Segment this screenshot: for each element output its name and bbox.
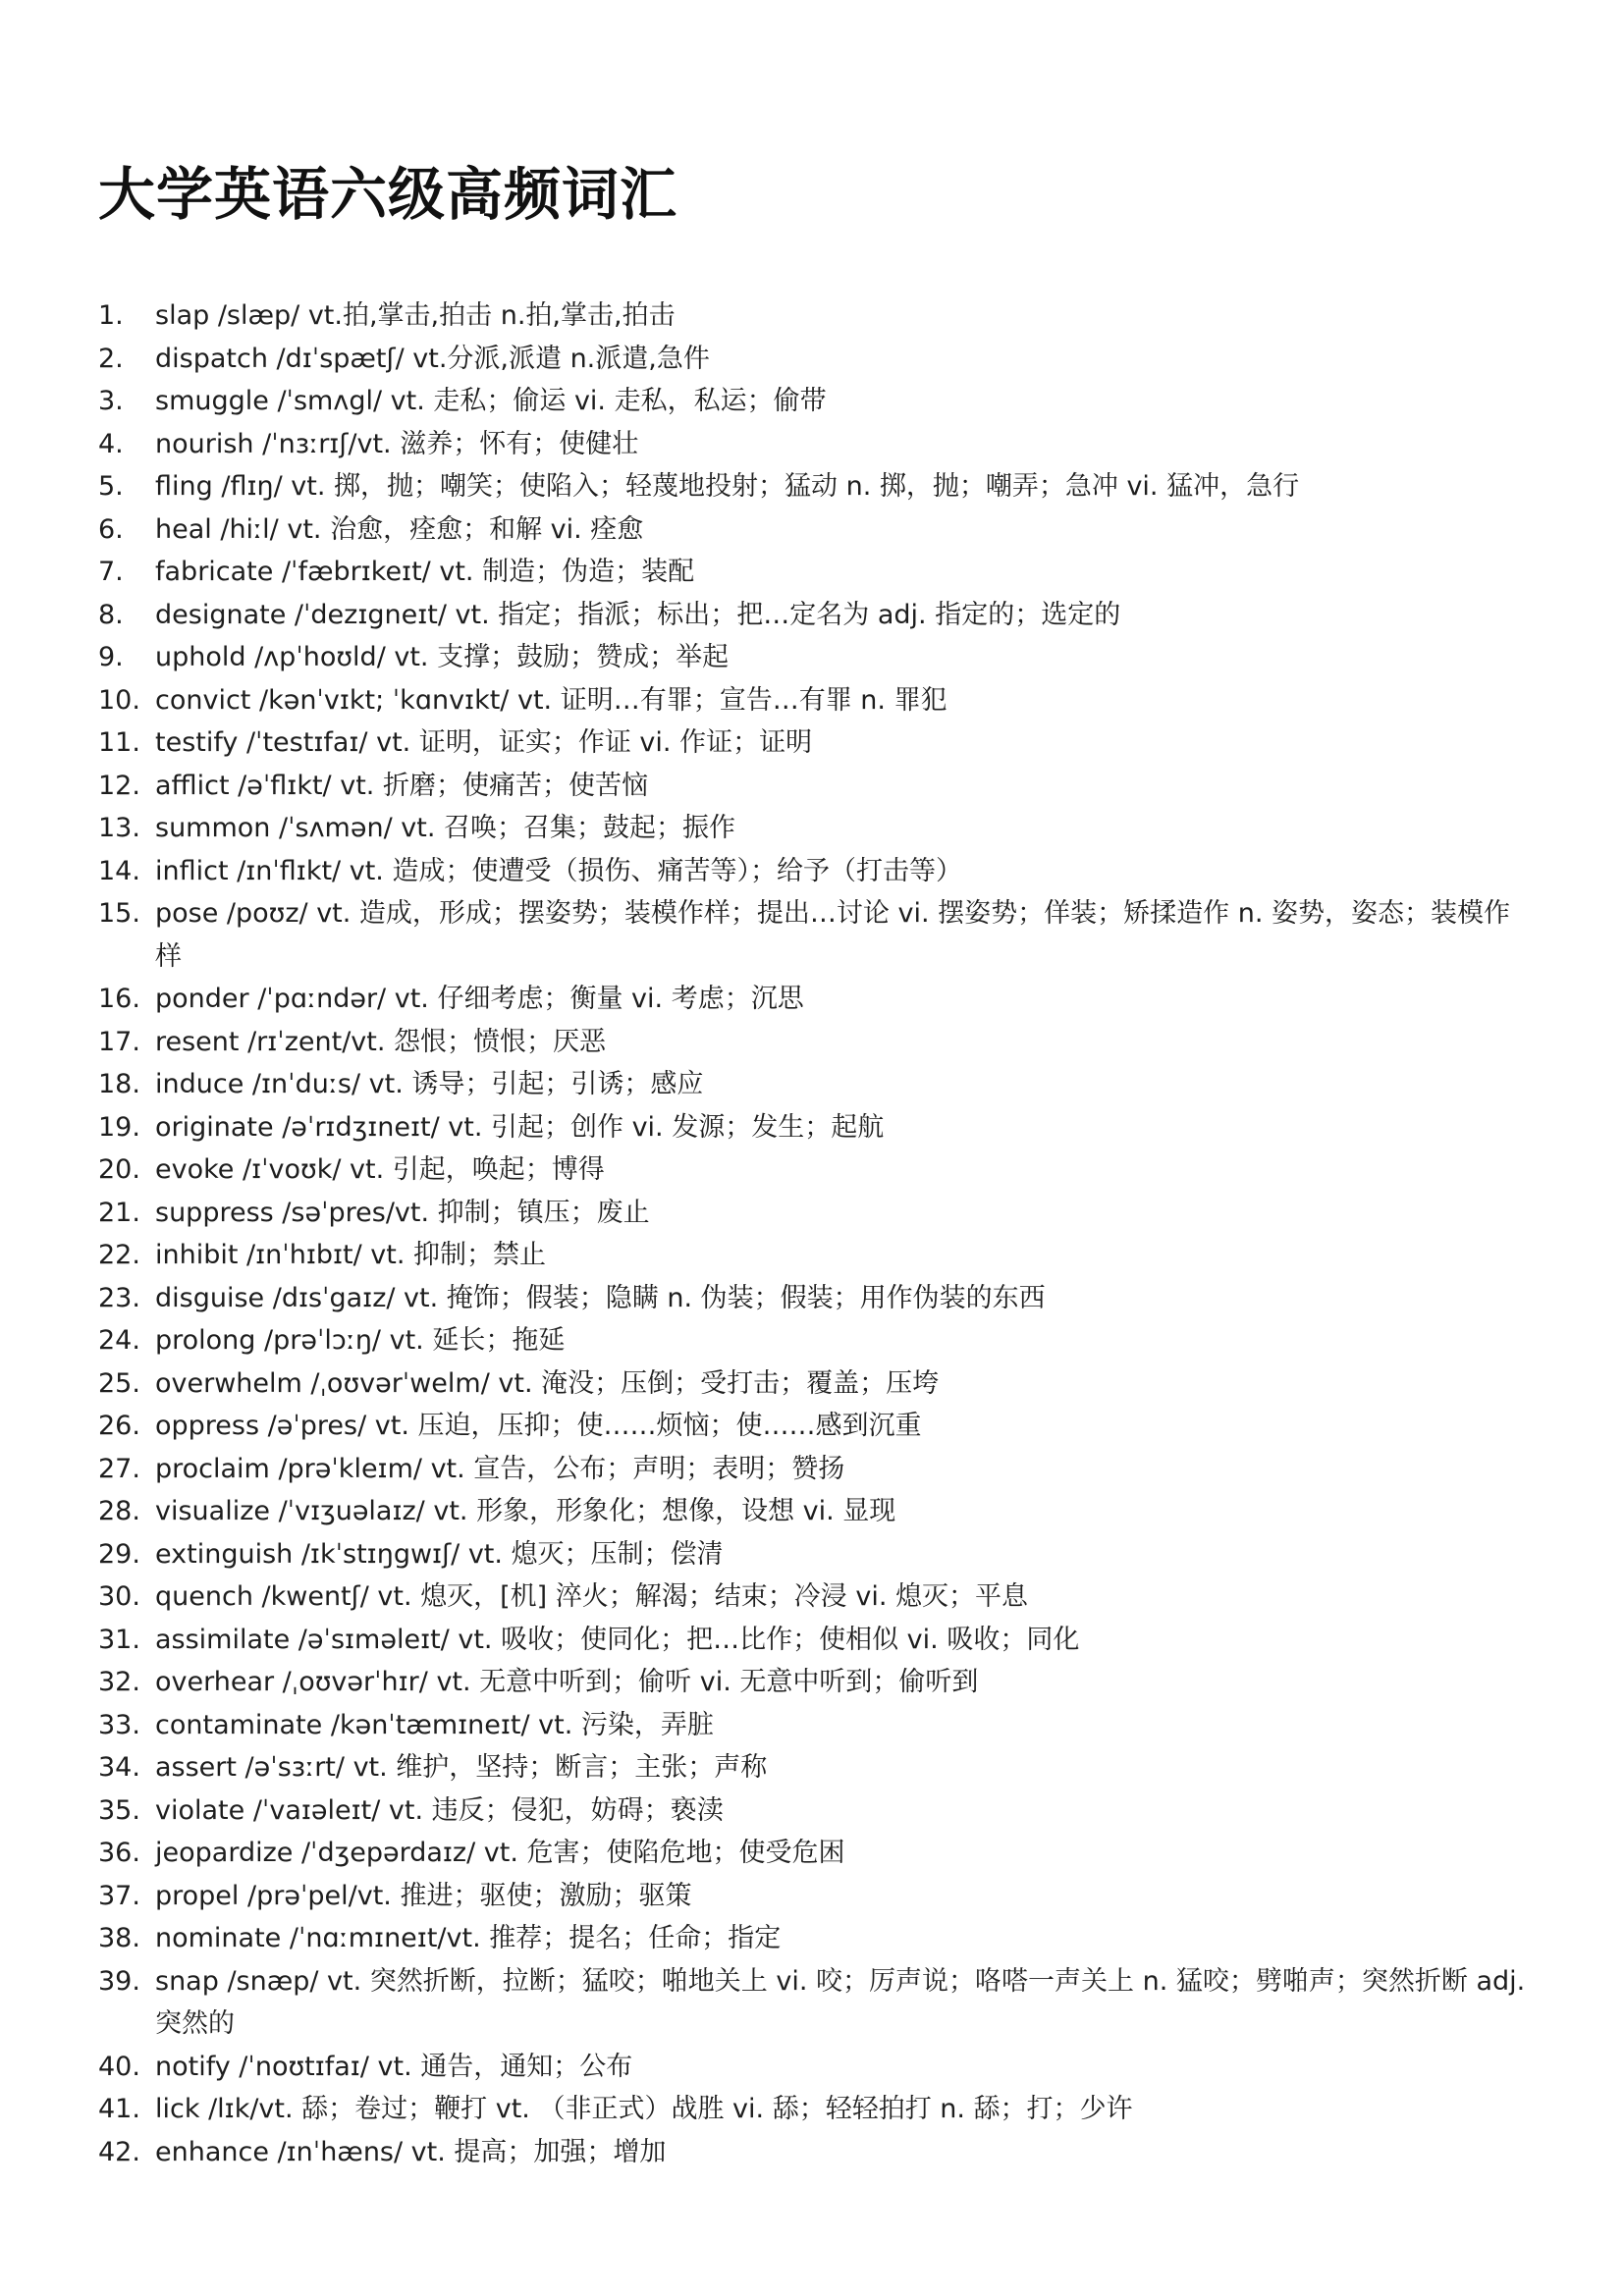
- entry-number: 19.: [98, 1111, 140, 1143]
- entry-definition: overhear /ˌoʊvərˈhɪr/ vt. 无意中听到；偷听 vi. 无意中听到；偷听到: [155, 1667, 979, 1697]
- entry-number: 13.: [98, 813, 140, 843]
- entry-definition: summon /ˈsʌmən/ vt. 召唤；召集；鼓起；振作: [155, 813, 735, 843]
- list-item: [0, 2046, 1624, 2089]
- entry-number: 22.: [98, 1240, 140, 1270]
- entry-number: 11.: [98, 727, 140, 758]
- list-item: [0, 1490, 1624, 1533]
- list-item: [0, 1533, 1624, 1576]
- vocabulary-list: [0, 294, 1624, 2173]
- entry-definition: inhibit /ɪnˈhɪbɪt/ vt. 抑制；禁止: [155, 1240, 547, 1270]
- entry-number: 3.: [98, 386, 124, 416]
- entry-number: 39.: [98, 1965, 140, 1997]
- entry-definition: testify /ˈtestɪfaɪ/ vt. 证明，证实；作证 vi. 作证；证明: [155, 727, 813, 758]
- entry-definition: propel /prəˈpel/vt. 推进；驱使；激励；驱策: [155, 1880, 692, 1911]
- entry-definition: visualize /ˈvɪʒuəlaɪz/ vt. 形象，形象化；想像，设想 vi. 显现: [155, 1496, 896, 1526]
- list-item: [0, 1448, 1624, 1491]
- list-item: [0, 1619, 1624, 1662]
- entry-definition: induce /ɪnˈduːs/ vt. 诱导；引起；引诱；感应: [155, 1069, 704, 1099]
- entry-number: 42.: [98, 2136, 140, 2167]
- entry-number: 10.: [98, 684, 140, 716]
- entry-definition: lick /lɪk/vt. 舔；卷过；鞭打 vt. （非正式）战胜 vi. 舔；轻轻拍打 n. 舔；打；少许: [155, 2094, 1133, 2124]
- entry-number: 16.: [98, 984, 140, 1014]
- entry-number: 8.: [98, 599, 124, 630]
- list-item: [0, 1917, 1624, 1960]
- entry-number: 35.: [98, 1794, 140, 1826]
- entry-number: 15.: [98, 898, 140, 929]
- list-item: [0, 338, 1624, 381]
- list-item: [0, 1319, 1624, 1362]
- entry-definition: snap /snæp/ vt. 突然折断，拉断；猛咬；啪地关上 vi. 咬；厉声说；咯嗒一声关上 n. 猛咬；劈啪声；突然折断 adj. 突然的: [155, 1965, 1526, 2039]
- entry-number: 36.: [98, 1838, 140, 1868]
- entry-number: 27.: [98, 1453, 140, 1484]
- list-item: [0, 508, 1624, 552]
- entry-number: 40.: [98, 2051, 140, 2082]
- entry-number: 25.: [98, 1367, 140, 1399]
- list-item: [0, 679, 1624, 722]
- entry-definition: prolong /prəˈlɔːŋ/ vt. 延长；拖延: [155, 1325, 566, 1356]
- entry-definition: ponder /ˈpɑːndər/ vt. 仔细考虑；衡量 vi. 考虑；沉思: [155, 984, 804, 1014]
- entry-definition: nominate /ˈnɑːmɪneɪt/vt. 推荐；提名；任命；指定: [155, 1923, 782, 1953]
- entry-number: 31.: [98, 1624, 140, 1655]
- entry-number: 1.: [98, 300, 124, 331]
- list-item: [0, 423, 1624, 466]
- entry-number: 41.: [98, 2094, 140, 2124]
- entry-number: 5.: [98, 471, 124, 502]
- entry-number: 20.: [98, 1154, 140, 1185]
- entry-definition: resent /rɪˈzent/vt. 怨恨；愤恨；厌恶: [155, 1026, 607, 1057]
- list-item: [0, 850, 1624, 893]
- list-item: [0, 1832, 1624, 1875]
- list-item: [0, 294, 1624, 338]
- list-item: [0, 1148, 1624, 1192]
- page-title: 大学英语六级高频词汇: [98, 161, 678, 228]
- entry-number: 14.: [98, 855, 140, 886]
- entry-definition: nourish /ˈnɜːrɪʃ/vt. 滋养；怀有；使健壮: [155, 428, 639, 459]
- list-item: [0, 1704, 1624, 1747]
- list-item: [0, 1960, 1624, 2046]
- entry-number: 21.: [98, 1197, 140, 1228]
- entry-number: 29.: [98, 1538, 140, 1570]
- entry-definition: slap /slæp/ vt.拍,掌击,拍击 n.拍,掌击,拍击: [155, 300, 676, 331]
- list-item: [0, 1063, 1624, 1106]
- entry-definition: contaminate /kənˈtæmɪneɪt/ vt. 污染，弄脏: [155, 1709, 714, 1740]
- entry-definition: heal /hiːl/ vt. 治愈，痊愈；和解 vi. 痊愈: [155, 513, 644, 545]
- entry-number: 9.: [98, 642, 124, 672]
- list-item: [0, 1192, 1624, 1235]
- entry-definition: quench /kwentʃ/ vt. 熄灭，[机] 淬火；解渴；结束；冷浸 vi. 熄灭；平息: [155, 1581, 1028, 1612]
- list-item: [0, 636, 1624, 679]
- entry-number: 32.: [98, 1667, 140, 1697]
- list-item: [0, 551, 1624, 594]
- entry-definition: proclaim /prəˈkleɪm/ vt. 宣告，公布；声明；表明；赞扬: [155, 1453, 845, 1484]
- list-item: [0, 2131, 1624, 2174]
- entry-definition: assimilate /əˈsɪməleɪt/ vt. 吸收；使同化；把…比作；使相似 vi. 吸收；同化: [155, 1624, 1080, 1655]
- entry-number: 7.: [98, 557, 124, 587]
- entry-definition: assert /əˈsɜːrt/ vt. 维护，坚持；断言；主张；声称: [155, 1752, 768, 1783]
- entry-definition: violate /ˈvaɪəleɪt/ vt. 违反；侵犯，妨碍；亵渎: [155, 1794, 724, 1826]
- list-item: [0, 594, 1624, 637]
- list-item: [0, 1277, 1624, 1320]
- list-item: [0, 807, 1624, 850]
- entry-definition: extinguish /ɪkˈstɪŋgwɪʃ/ vt. 熄灭；压制；偿清: [155, 1538, 724, 1570]
- entry-definition: fabricate /ˈfæbrɪkeɪt/ vt. 制造；伪造；装配: [155, 557, 695, 587]
- entry-number: 4.: [98, 428, 124, 459]
- list-item: [0, 2088, 1624, 2131]
- entry-definition: smuggle /ˈsmʌgl/ vt. 走私；偷运 vi. 走私，私运；偷带: [155, 386, 827, 416]
- entry-number: 6.: [98, 513, 124, 545]
- entry-definition: suppress /səˈpres/vt. 抑制；镇压；废止: [155, 1197, 650, 1228]
- entry-number: 33.: [98, 1709, 140, 1740]
- entry-number: 24.: [98, 1325, 140, 1356]
- entry-number: 34.: [98, 1752, 140, 1783]
- list-item: [0, 1362, 1624, 1406]
- entry-definition: enhance /ɪnˈhæns/ vt. 提高；加强；增加: [155, 2136, 667, 2167]
- list-item: [0, 765, 1624, 808]
- entry-definition: afflict /əˈflɪkt/ vt. 折磨；使痛苦；使苦恼: [155, 770, 648, 801]
- list-item: [0, 978, 1624, 1021]
- entry-number: 26.: [98, 1411, 140, 1441]
- entry-number: 28.: [98, 1496, 140, 1526]
- list-item: [0, 1575, 1624, 1619]
- list-item: [0, 1106, 1624, 1149]
- list-item: [0, 1021, 1624, 1064]
- entry-definition: jeopardize /ˈdʒepərdaɪz/ vt. 危害；使陷危地；使受危困: [155, 1838, 845, 1868]
- entry-number: 23.: [98, 1282, 140, 1313]
- entry-number: 12.: [98, 770, 140, 801]
- entry-definition: disguise /dɪsˈgaɪz/ vt. 掩饰；假装；隐瞒 n. 伪装；假装；用作伪装的东西: [155, 1282, 1046, 1313]
- list-item: [0, 1405, 1624, 1448]
- entry-definition: dispatch /dɪˈspætʃ/ vt.分派,派遣 n.派遣,急件: [155, 343, 710, 374]
- entry-number: 18.: [98, 1069, 140, 1099]
- entry-number: 38.: [98, 1923, 140, 1953]
- list-item: [0, 721, 1624, 765]
- entry-definition: originate /əˈrɪdʒɪneɪt/ vt. 引起；创作 vi. 发源；发生；起航: [155, 1111, 885, 1143]
- entry-definition: pose /poʊz/ vt. 造成，形成；摆姿势；装模作样；提出…讨论 vi. 摆姿势；佯装；矫揉造作 n. 姿势，姿态；装模作样: [155, 898, 1511, 972]
- entry-definition: convict /kənˈvɪkt; ˈkɑnvɪkt/ vt. 证明…有罪；宣告…有罪 n. 罪犯: [155, 684, 947, 716]
- list-item: [0, 1234, 1624, 1277]
- entry-definition: oppress /əˈpres/ vt. 压迫，压抑；使……烦恼；使……感到沉重: [155, 1411, 922, 1441]
- list-item: [0, 465, 1624, 508]
- entry-number: 2.: [98, 343, 124, 374]
- entry-definition: designate /ˈdezɪgneɪt/ vt. 指定；指派；标出；把…定名为 adj. 指定的；选定的: [155, 599, 1121, 630]
- entry-number: 30.: [98, 1581, 140, 1612]
- entry-number: 17.: [98, 1026, 140, 1057]
- entry-definition: fling /flɪŋ/ vt. 掷，抛；嘲笑；使陷入；轻蔑地投射；猛动 n. 掷，抛；嘲弄；急冲 vi. 猛冲，急行: [155, 471, 1300, 502]
- entry-definition: overwhelm /ˌoʊvərˈwelm/ vt. 淹没；压倒；受打击；覆盖；压垮: [155, 1367, 940, 1399]
- list-item: [0, 1661, 1624, 1704]
- list-item: [0, 1789, 1624, 1833]
- list-item: [0, 380, 1624, 423]
- list-item: [0, 1875, 1624, 1918]
- list-item: [0, 892, 1624, 978]
- entry-definition: notify /ˈnoʊtɪfaɪ/ vt. 通告，通知；公布: [155, 2051, 633, 2082]
- entry-number: 37.: [98, 1880, 140, 1911]
- entry-definition: inflict /ɪnˈflɪkt/ vt. 造成；使遭受（损伤、痛苦等）；给予（打击等）: [155, 855, 962, 886]
- entry-definition: evoke /ɪˈvoʊk/ vt. 引起，唤起；博得: [155, 1154, 605, 1185]
- entry-definition: uphold /ʌpˈhoʊld/ vt. 支撑；鼓励；赞成；举起: [155, 642, 730, 672]
- list-item: [0, 1746, 1624, 1789]
